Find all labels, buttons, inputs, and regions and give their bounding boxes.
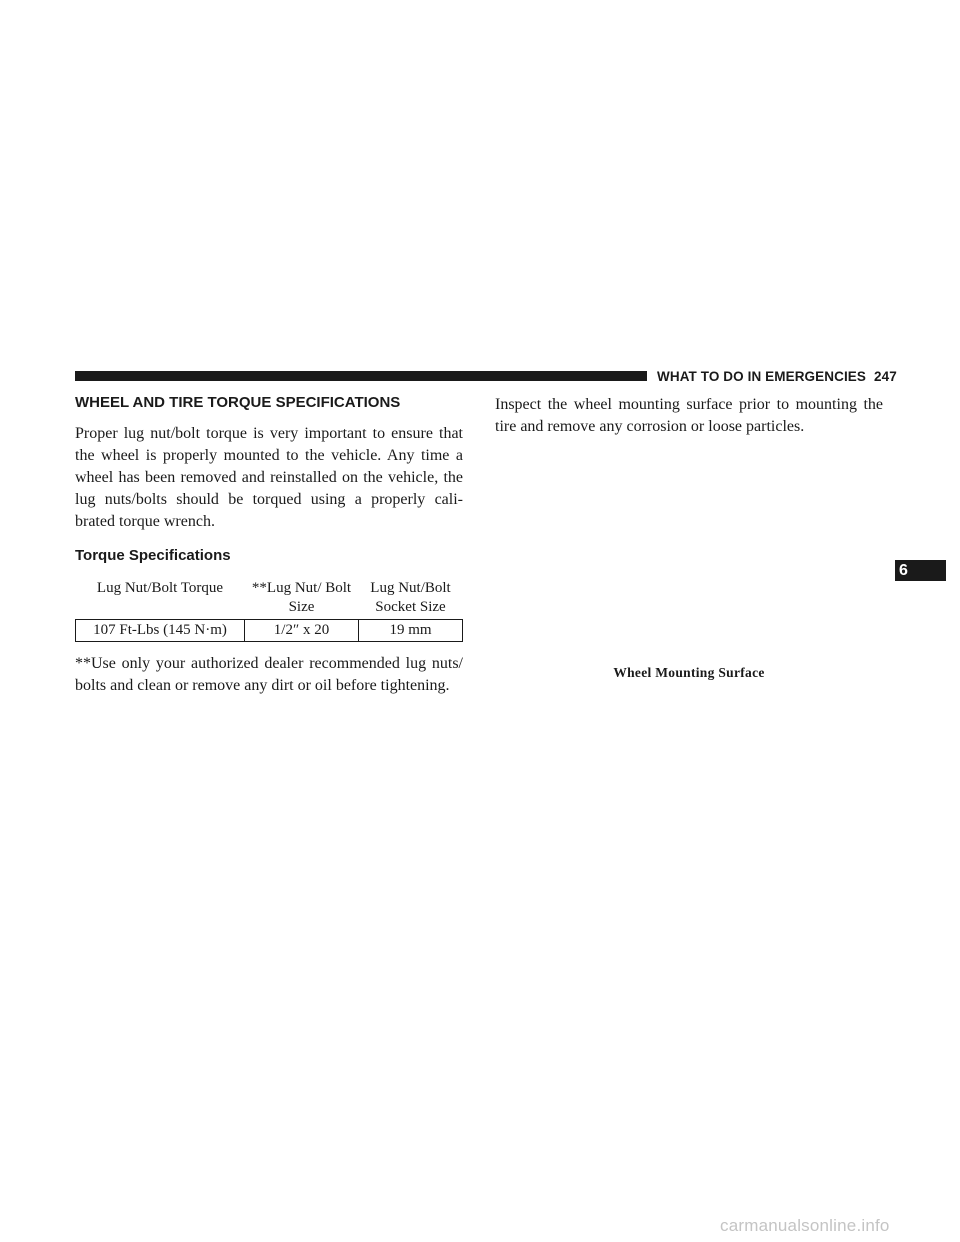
torque-spec-table	[75, 579, 463, 642]
figure-caption: Wheel Mounting Surface	[613, 665, 765, 680]
inspect-paragraph: Inspect the wheel mounting surface prior to mounting the tire and remove any corrosion or loose particles.	[495, 396, 883, 435]
chapter-tab: 6	[895, 560, 946, 581]
table-header-row	[76, 579, 463, 620]
header-rule	[75, 371, 647, 381]
watermark: carmanualsonline.info	[720, 1216, 890, 1235]
table-header-cell: Lug Nut/Bolt Socket Size	[359, 579, 463, 620]
table-cell: 1/2″ x 20	[245, 620, 359, 642]
section-heading: WHEEL AND TIRE TORQUE SPECIFICATIONS	[75, 394, 401, 411]
right-column	[495, 394, 883, 438]
intro-paragraph: Proper lug nut/bolt torque is very important to ensure that the wheel is properly mounted to the vehicle. Any time a wheel has been removed and reinstalled on the vehicle, the lug nuts/bolts should be torqued using a properly cali- brated torque wrench.	[75, 425, 463, 530]
table-header-cell: Lug Nut/Bolt Torque	[76, 579, 245, 620]
subheading: Torque Specifications	[75, 547, 231, 564]
table-cell: 107 Ft-Lbs (145 N·m)	[76, 620, 245, 642]
page-number: 247	[874, 369, 897, 384]
table-header-cell: **Lug Nut/ Bolt Size	[245, 579, 359, 620]
left-column	[75, 394, 463, 697]
table-cell: 19 mm	[359, 620, 463, 642]
running-header	[657, 369, 897, 384]
header-section-label: WHAT TO DO IN EMERGENCIES	[657, 369, 867, 384]
table-note: **Use only your authorized dealer recommended lug nuts/ bolts and clean or remove any dirt or oil before tightening.	[75, 655, 463, 694]
table-row	[76, 620, 463, 642]
